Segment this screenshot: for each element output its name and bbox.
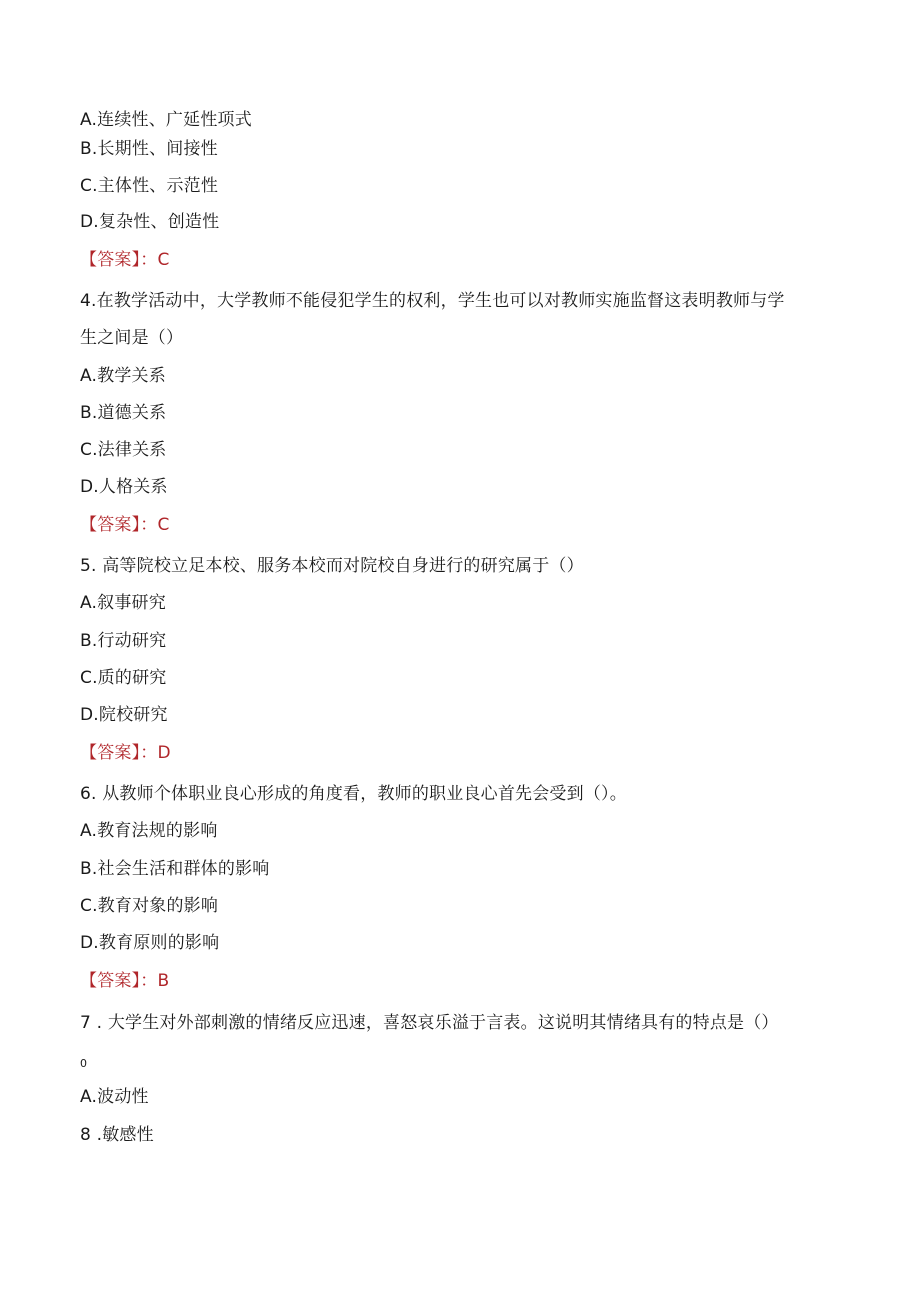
option-line: C.教育对象的影响 xyxy=(80,896,219,916)
option-line: A.叙事研究 xyxy=(80,593,166,613)
answer-line: 【答案】：C xyxy=(80,250,170,270)
option-line: 8 .敏感性 xyxy=(80,1125,154,1145)
option-line: A.波动性 xyxy=(80,1087,149,1107)
option-line: B.行动研究 xyxy=(80,631,167,651)
option-line: B.道德关系 xyxy=(80,403,167,423)
answer-line: 【答案】：C xyxy=(80,515,170,535)
question-line: 生之间是（） xyxy=(80,328,184,348)
option-line: A.教学关系 xyxy=(80,366,166,386)
option-line: A.连续性、广延性项式 xyxy=(80,110,252,130)
option-line: B.社会生活和群体的影响 xyxy=(80,859,270,879)
option-line: D.教育原则的影响 xyxy=(80,933,220,953)
answer-line: 【答案】：B xyxy=(80,971,170,991)
question-line: 6. 从教师个体职业良心形成的角度看，教师的职业良心首先会受到（）。 xyxy=(80,784,627,804)
option-line: B.长期性、间接性 xyxy=(80,139,218,159)
option-line: D.人格关系 xyxy=(80,477,168,497)
question-line: 4.在教学活动中，大学教师不能侵犯学生的权利，学生也可以对教师实施监督这表明教师与学 xyxy=(80,291,785,311)
option-line: D.复杂性、创造性 xyxy=(80,212,220,232)
question-line: 5. 高等院校立足本校、服务本校而对院校自身进行的研究属于（） xyxy=(80,556,584,576)
question-line: 7 . 大学生对外部刺激的情绪反应迅速，喜怒哀乐溢于言表。这说明其情绪具有的特点是（） xyxy=(80,1013,779,1033)
option-line: C.主体性、示范性 xyxy=(80,176,219,196)
option-line: C.法律关系 xyxy=(80,440,167,460)
option-line: C.质的研究 xyxy=(80,668,167,688)
option-line: D.院校研究 xyxy=(80,705,168,725)
answer-line: 【答案】：D xyxy=(80,743,171,763)
stray-fragment: 0 xyxy=(80,1057,88,1070)
option-line: A.教育法规的影响 xyxy=(80,821,218,841)
